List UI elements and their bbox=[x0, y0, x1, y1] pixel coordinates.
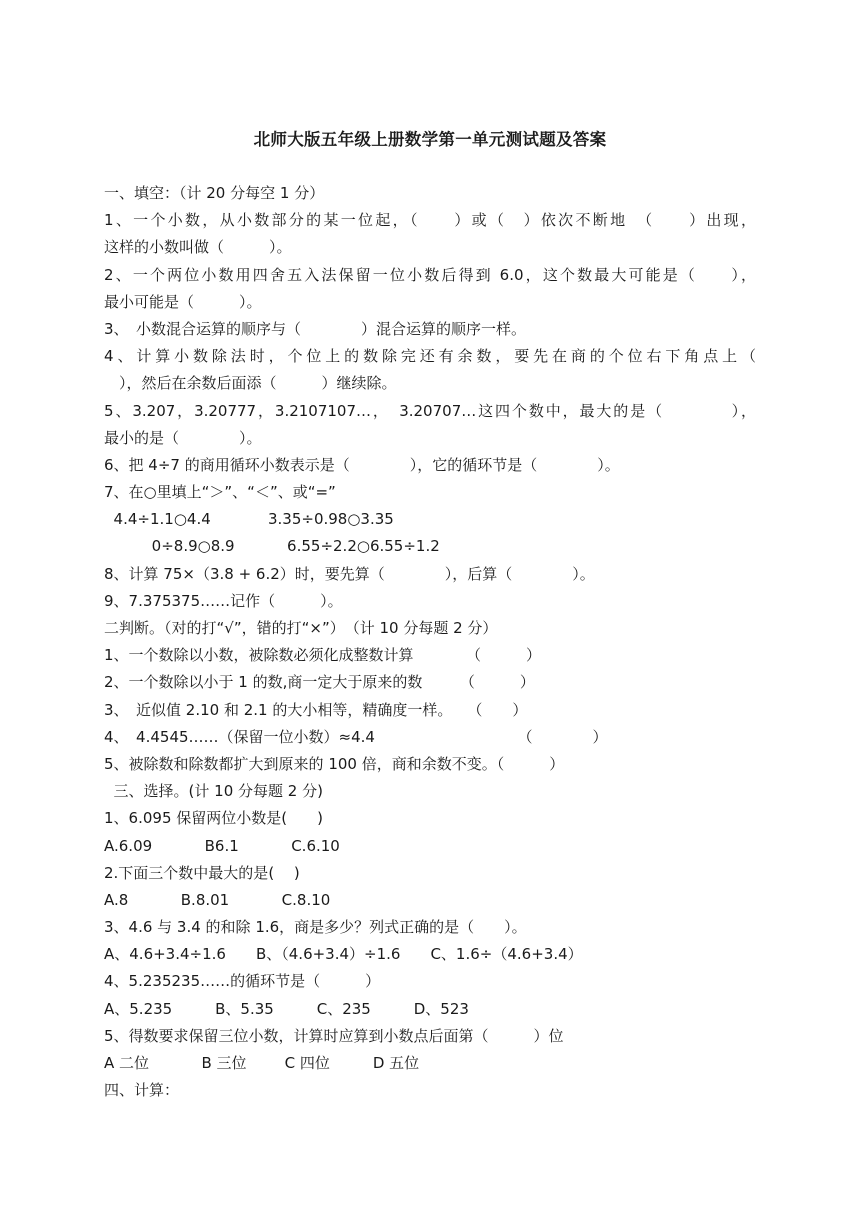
question-line: 5、得数要求保留三位小数，计算时应算到小数点后面第（ ）位 bbox=[104, 1026, 564, 1045]
question-line: 这样的小数叫做（ ）。 bbox=[104, 238, 292, 257]
question-line: 8、计算 75×（3.8 + 6.2）时，要先算（ ），后算（ ）。 bbox=[104, 564, 595, 583]
comparison-row: 0÷8.9○8.9 6.55÷2.2○6.55÷1.2 bbox=[104, 537, 440, 556]
section-heading-choice: 三、选择。(计 10 分每题 2 分) bbox=[104, 782, 323, 801]
answer-options: A.6.09 B6.1 C.6.10 bbox=[104, 836, 340, 855]
question-line: 4、计算小数除法时，个位上的数除完还有余数，要先在商的个位右下角点上（ bbox=[104, 347, 756, 366]
question-line: 5、被除数和除数都扩大到原来的 100 倍，商和余数不变。（ ） bbox=[104, 754, 565, 773]
question-line: 3、 小数混合运算的顺序与（ ）混合运算的顺序一样。 bbox=[104, 319, 527, 338]
question-line: 最小可能是（ ）。 bbox=[104, 292, 262, 311]
question-line: 2.下面三个数中最大的是( ) bbox=[104, 863, 300, 882]
question-line: 2、一个数除以小于 1 的数,商一定大于原来的数 （ ） bbox=[104, 673, 535, 692]
answer-options: A 二位 B 三位 C 四位 D 五位 bbox=[104, 1054, 420, 1072]
answer-options: A、5.235 B、5.35 C、235 D、523 bbox=[104, 999, 469, 1018]
section-heading-fill-in: 一、填空：（计 20 分每空 1 分） bbox=[104, 184, 325, 202]
question-line: 最小的是（ ）。 bbox=[104, 428, 262, 447]
question-line: 4、5.235235……的循环节是（ ） bbox=[104, 972, 381, 991]
question-line: ），然后在余数后面添（ ）继续除。 bbox=[104, 374, 397, 393]
question-line: 4、 4.4545……（保留一位小数）≈4.4 （ ） bbox=[104, 727, 608, 746]
section-heading-true-false: 二判断。（对的打“√”，错的打“×”） （计 10 分每题 2 分） bbox=[104, 619, 498, 637]
document-title: 北师大版五年级上册数学第一单元测试题及答案 bbox=[253, 130, 607, 149]
question-line: 3、4.6 与 3.4 的和除 1.6，商是多少？列式正确的是（ ）。 bbox=[104, 918, 527, 937]
question-line: 3、 近似值 2.10 和 2.1 的大小相等，精确度一样。 （ ） bbox=[104, 700, 528, 719]
question-line: 5、3.207，3.20777，3.2107107…， 3.20707…这四个数中，最大的是（ ）， bbox=[104, 401, 756, 420]
question-line: 2、一个两位小数用四舍五入法保留一位小数后得到 6.0，这个数最大可能是（ ）， bbox=[104, 265, 756, 284]
document-body bbox=[104, 180, 756, 1104]
question-line: 1、一个数除以小数，被除数必须化成整数计算 （ ） bbox=[104, 646, 542, 665]
question-line: 9、7.375375……记作（ ）。 bbox=[104, 591, 343, 610]
answer-options: A.8 B.8.01 C.8.10 bbox=[104, 890, 331, 909]
section-heading-calculation: 四、计算： bbox=[104, 1081, 180, 1100]
comparison-row: 4.4÷1.1○4.4 3.35÷0.98○3.35 bbox=[104, 510, 394, 529]
question-line: 6、把 4÷7 的商用循环小数表示是（ ），它的循环节是（ ）。 bbox=[104, 455, 620, 474]
answer-options: A、4.6+3.4÷1.6 B、（4.6+3.4）÷1.6 C、1.6÷（4.6+3.4） bbox=[104, 945, 583, 964]
question-line: 1、一个小数，从小数部分的某一位起，（ ）或（ ）依次不断地 （ ）出现， bbox=[104, 211, 756, 230]
question-line: 7、在○里填上“＞”、“＜”、或“=” bbox=[104, 483, 336, 502]
question-line: 1、6.095 保留两位小数是( ) bbox=[104, 809, 323, 828]
